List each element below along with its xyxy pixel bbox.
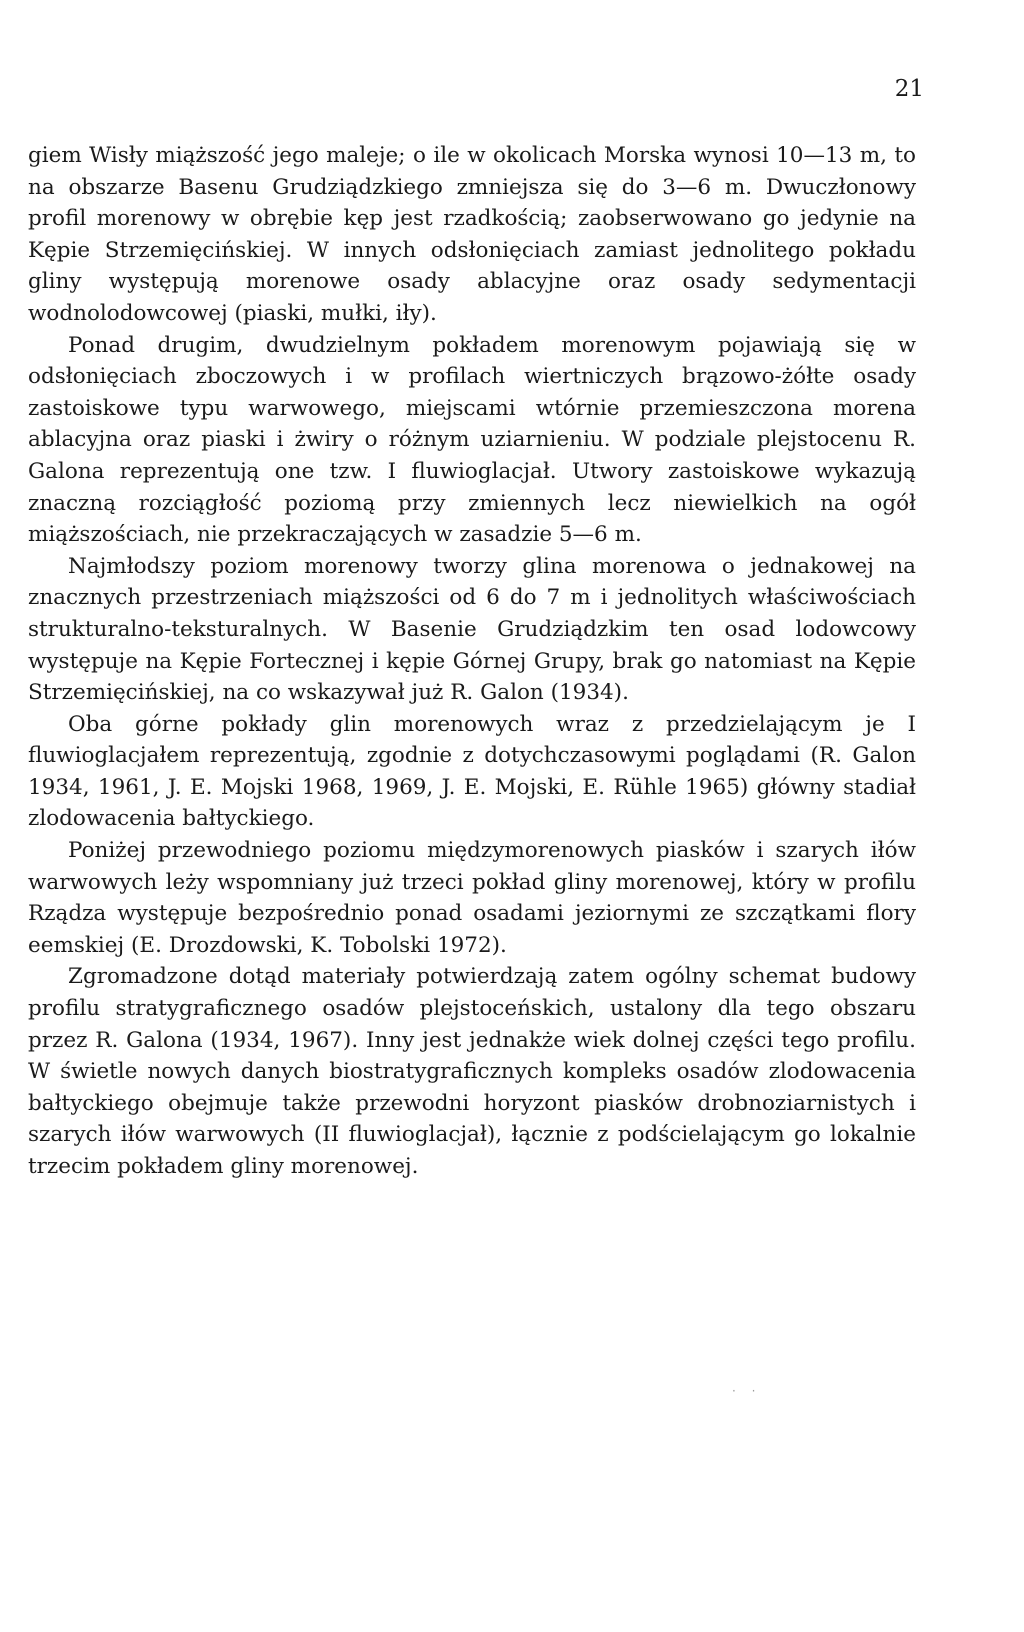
paragraph-5: Poniżej przewodniego poziomu międzymorenowych piasków i szarych iłów warwowych leży wspomniany już trzeci pokład gliny morenowej, który w profilu Rządza występuje bezpośrednio ponad osadami jeziornymi ze szczątkami flory eemskiej (E. Drozdowski, K. Tobolski 1972).: [28, 838, 916, 958]
paragraph-6: Zgromadzone dotąd materiały potwierdzają zatem ogólny schemat budowy profilu stratygraficznego osadów plejstoceńskich, ustalony dla tego obszaru przez R. Galona (1934, 1967). Inny jest jednakże wiek dolnej części tego profilu. W świetle nowych danych biostratygraficznych kompleks osadów zlodowacenia bałtyckiego obejmuje także przewodni horyzont piasków drobnoziarnistych i szarych iłów warwowych (II fluwioglacjał), łącznie z podścielającym go lokalnie trzecim pokładem gliny morenowej.: [28, 964, 916, 1179]
page-number: 21: [894, 76, 924, 102]
paragraph-3: Najmłodszy poziom morenowy tworzy glina morenowa o jednakowej na znacznych przestrzeniach miąższości od 6 do 7 m i jednolitych właściwościach strukturalno-teksturalnych. W Basenie Grudziądzkim ten osad lodowcowy występuje na Kępie Fortecznej i kępie Górnej Grupy, brak go natomiast na Kępie Strzemięcińskiej, na co wskazywał już R. Galon (1934).: [28, 553, 916, 706]
scan-speck-mark: · ·: [732, 1384, 762, 1398]
paragraph-4: Oba górne pokłady glin morenowych wraz z przedzielającym je I fluwioglacjałem reprezentują, zgodnie z dotychczasowymi poglądami (R. Galon 1934, 1961, J. E. Mojski 1968, 1969, J. E. Mojski, E. Rühle 1965) główny stadiał zlodowacenia bałtyckiego.: [28, 711, 916, 832]
paragraph-2: Ponad drugim, dwudzielnym pokładem morenowym pojawiają się w odsłonięciach zboczowych i w profilach wiertniczych brązowo-żółte osady zastoiskowe typu warwowego, miejscami wtórnie przemieszczona morena ablacyjna oraz piaski i żwiry o różnym uziarnieniu. W podziale plejstocenu R. Galona reprezentują one tzw. I fluwioglacjał. Utwory zastoiskowe wykazują znaczną rozciągłość poziomą przy zmiennych lecz niewielkich na ogół miąższościach, nie przekraczających w zasadzie 5—6 m.: [28, 332, 916, 548]
paragraph-1: giem Wisły miąższość jego maleje; o ile w okolicach Morska wynosi 10—13 m, to na obszarze Basenu Grudziądzkiego zmniejsza się do 3—6 m. Dwuczłonowy profil morenowy w obrębie kęp jest rzadkością; zaobserwowano go jedynie na Kępie Strzemięcińskiej. W innych odsłonięciach zamiast jednolitego pokładu gliny występują morenowe osady ablacyjne oraz osady sedymentacji wodnolodowcowej (piaski, mułki, iły).: [28, 143, 916, 326]
body-text: [28, 140, 916, 1183]
